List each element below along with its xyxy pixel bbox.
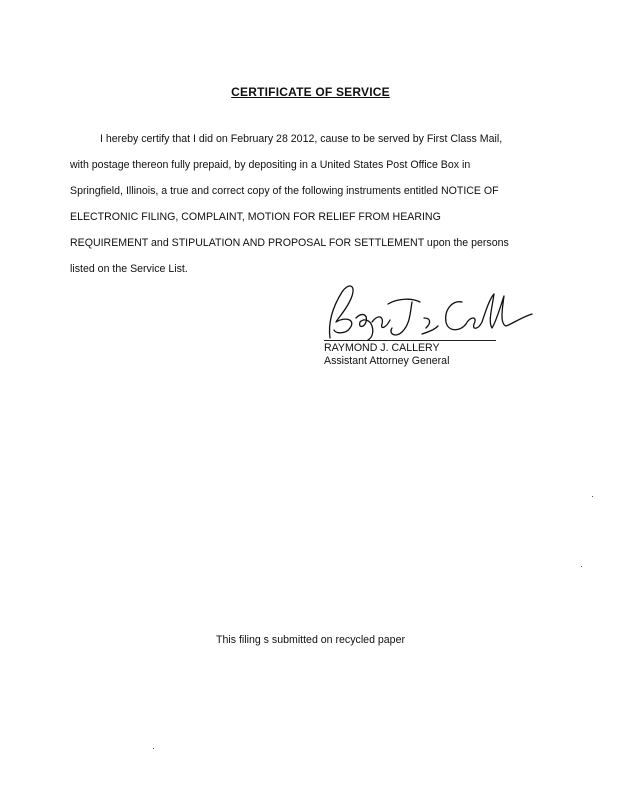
body-line: I hereby certify that I did on February 28 2012, cause to be served by First Class Mail, (100, 133, 503, 145)
scan-speck (581, 566, 582, 567)
body-line: listed on the Service List. (70, 263, 188, 275)
recycled-paper-note: This filing s submitted on recycled paper (215, 634, 405, 646)
body-line: with postage thereon fully prepaid, by depositing in a United States Post Office Box in (70, 159, 471, 171)
handwritten-signature (322, 278, 542, 342)
signer-title: Assistant Attorney General (324, 355, 450, 367)
certificate-body (70, 126, 550, 282)
signer-name: RAYMOND J. CALLERY (324, 342, 440, 354)
body-line: REQUIREMENT and STIPULATION AND PROPOSAL FOR SETTLEMENT upon the persons (70, 237, 509, 249)
page-title: CERTIFICATE OF SERVICE (231, 85, 390, 99)
scan-speck (592, 496, 593, 497)
body-line: ELECTRONIC FILING, COMPLAINT, MOTION FOR RELIEF FROM HEARING (70, 211, 441, 223)
scan-speck (153, 748, 154, 749)
signature-block (322, 278, 542, 378)
body-line: Springfield, Illinois, a true and correct copy of the following instruments entitled NOTICE OF (70, 185, 499, 197)
signature-line (324, 340, 496, 341)
